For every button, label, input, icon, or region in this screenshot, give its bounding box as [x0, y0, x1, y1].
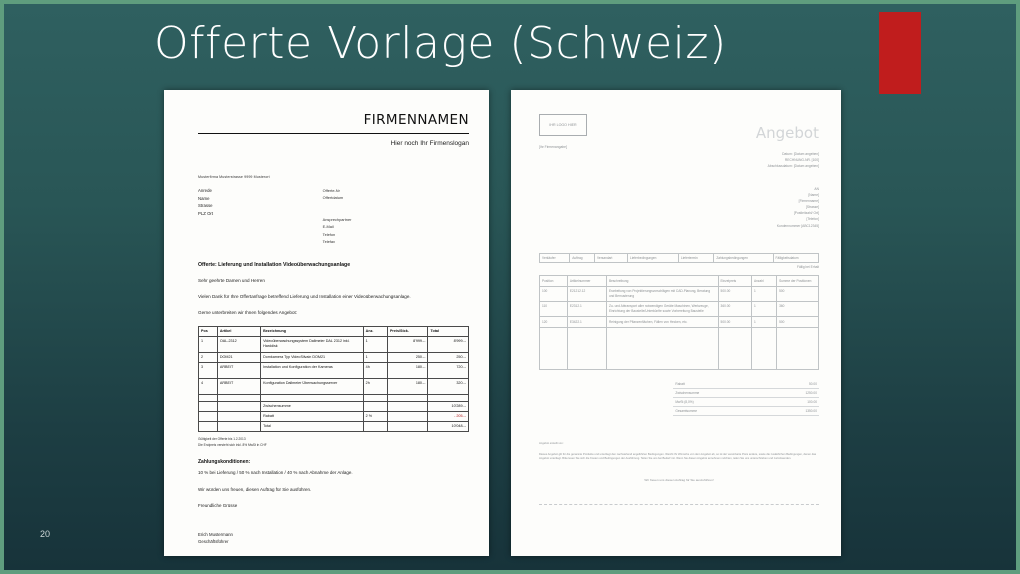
right-recipient	[777, 186, 819, 229]
rh-lieferbedingungen: Lieferbedingungen	[628, 254, 679, 263]
table-row-spacer	[199, 394, 469, 401]
right-meta-datum: Datum: [Datum angeben]	[782, 152, 819, 156]
totals-row	[673, 388, 819, 397]
col-preis: Preis/Stck.	[387, 326, 428, 336]
recipient-anrede: Anrede	[198, 188, 212, 193]
ri-col-beschreibung: Beschreibung	[606, 276, 718, 287]
meta-telefon: Telefon	[322, 231, 336, 237]
ri-position: 100	[540, 286, 568, 301]
ri-preis: 500.00	[718, 286, 751, 301]
right-head-table	[539, 253, 819, 263]
logo-placeholder: IHR LOGO HIER	[539, 114, 587, 136]
ri-col-summe: Summe der Positionen	[777, 276, 819, 287]
right-head-row	[540, 254, 819, 263]
signature-name: Erich Mustermann	[198, 531, 233, 537]
col-bezeichnung: Bezeichnung	[261, 326, 364, 336]
ri-col-anzahl: Anzahl	[752, 276, 777, 287]
validity-note-1: Gültigkeit der Offerte bis 1.2.2013	[198, 436, 246, 441]
right-footer-title: Angebot erstellt von:	[539, 441, 564, 445]
col-anz: Anz.	[363, 326, 387, 336]
sender-line: Musterfirma Musterstrasse 9999 Musterort	[198, 175, 270, 179]
signature-role: Geschäftsführer	[198, 539, 229, 545]
totals-value: 1250.00	[767, 388, 819, 397]
cell-preis: 250.--	[387, 352, 428, 362]
totals-row	[673, 380, 819, 389]
cell-total: 8'999.--	[428, 336, 469, 352]
rh-faelligkeitsdatum: Fälligkeitsdatum	[773, 254, 818, 263]
totals-value: 1350.00	[767, 406, 819, 415]
validity-note-2: Die Endpreis versteht sich inkl. 8% MwSt in CHF	[198, 442, 267, 447]
cell-artikel: DOM21	[217, 352, 260, 362]
meta-block	[323, 187, 469, 246]
ri-preis: 360.00	[718, 301, 751, 316]
summary-label: Zwischensumme	[261, 401, 364, 411]
right-recipient-plz: [Postleitzahl/ Ort]	[793, 211, 819, 216]
summary-value: - 205.--	[428, 411, 469, 421]
items-table	[198, 326, 469, 432]
rh-verkaeufer: Verkäufer	[540, 254, 570, 263]
ri-summe: 500	[777, 286, 819, 301]
cell-preis: 8'999.--	[387, 336, 428, 352]
ri-position: 120	[540, 317, 568, 328]
col-pos: Pos	[199, 326, 218, 336]
right-recipient-firma: [Firmenname]	[798, 199, 819, 204]
company-slogan: Hier noch Ihr Firmenslogan	[390, 140, 469, 147]
rh-liefertermin: Liefertermin	[678, 254, 713, 263]
cell-preis: 180.--	[387, 378, 428, 394]
recipient-name: Name	[198, 195, 210, 201]
ri-artikel: E2312.1	[567, 301, 606, 316]
table-row	[199, 362, 469, 378]
table-row	[540, 317, 819, 328]
cell-anz: 2h	[363, 378, 387, 394]
right-footer-text: Dieses Angebot gilt für die genannte Produkte und unterliegt den nachstehend angeführten Bedingungen. Weicht Ihr Wünsche von dem Angebot ab, so ist der vereinbarte Preis andere, sowie die zusätzlichen Bedingungen, denen das Angebot unterliegt. Bitte lesen Sie sich die Kosten und Bedingungen der Ausführung. Teilen Sie uns bei Bedarf mit. Wenn Sie diesen Angebot annehmen möchten, teilen Sie uns unterschrieben und zurücksenden.	[539, 452, 817, 461]
cell-pos: 2	[199, 352, 218, 362]
ri-artikel: E3422.1	[567, 317, 606, 328]
cell-artikel: OAL-2312	[217, 336, 260, 352]
col-artikel: Artikel	[217, 326, 260, 336]
subject-line: Offerte: Lieferung und Installation Videoüberwachungsanlage	[198, 261, 351, 268]
closing-line-2: Freundliche Grüsse	[198, 502, 238, 508]
right-recipient-name: [Name]	[808, 193, 819, 198]
ri-anzahl: 1	[752, 301, 777, 316]
table-row	[199, 336, 469, 352]
recipient-strasse: Strasse	[198, 203, 213, 209]
rh-zahlungsbedingungen: Zahlungsbedingungen	[714, 254, 773, 263]
cell-anz: 1	[363, 336, 387, 352]
meta-telefax: Telefax	[322, 239, 335, 245]
table-row	[199, 378, 469, 394]
cell-total: 320.--	[428, 378, 469, 394]
cell-pos: 3	[199, 362, 218, 378]
totals-row	[673, 406, 819, 415]
summary-row	[199, 411, 469, 421]
totals-label: Gesamtsumme	[673, 406, 767, 415]
right-recipient-kundennummer: Kundennummer [ABC12345]	[776, 223, 819, 228]
cell-total: 720.--	[428, 362, 469, 378]
meta-offerte-nr: Offerte-Nr	[322, 188, 340, 193]
table-row	[540, 286, 819, 301]
closing-line-1: Wir würden uns freuen, diesen Auftrag für Sie ausführen.	[198, 486, 312, 492]
cell-bezeichnung: Installation und Konfiguration der Kameras	[261, 362, 364, 378]
ri-col-position: Position	[540, 276, 568, 287]
company-name: FIRMENNAMEN	[363, 112, 469, 128]
left-doc-body	[198, 112, 469, 546]
cell-preis: 180.--	[387, 362, 428, 378]
right-faellig-value: Fällig bei Erhalt	[797, 265, 819, 269]
right-recipient-strasse: [Strasse]	[805, 205, 819, 210]
payment-terms-title: Zahlungskonditionen:	[198, 459, 251, 466]
recipient-plz-ort: PLZ Ort	[198, 210, 214, 216]
page-title: Offerte Vorlage (Schweiz)	[154, 18, 727, 69]
cell-artikel: ARBEIT	[217, 362, 260, 378]
ri-position: 110	[540, 301, 568, 316]
ri-beschreibung: Erarbeitung von Projektierungsvorschlägen mit CAD-Planung, Beratung und Bemusterung	[606, 286, 718, 301]
right-items-table	[539, 275, 819, 370]
ri-summe: 360	[777, 301, 819, 316]
page-number: 20	[40, 529, 51, 539]
meta-ansprechpartner: Ansprechpartner	[322, 216, 352, 222]
cell-artikel: ARBEIT	[217, 378, 260, 394]
cell-pos: 4	[199, 378, 218, 394]
totals-row	[673, 397, 819, 406]
right-totals-table	[673, 380, 819, 416]
ri-beschreibung: Reinigung der Pflanzenflächen, Fällen von Hecken, etc.	[606, 317, 718, 328]
totals-label: Rabatt	[673, 380, 767, 389]
summary-label: Rabatt	[261, 411, 364, 421]
col-total: Total	[428, 326, 469, 336]
summary-value: 10'289.--	[428, 401, 469, 411]
table-row	[199, 352, 469, 362]
salutation: Sehr geehrte Damen und Herren	[198, 277, 265, 283]
payment-terms-text: 10 % bei Lieferung / 50 % nach Installation / 40 % nach Abnahme der Anlage.	[198, 470, 353, 476]
table-row-spacer	[540, 327, 819, 369]
totals-value: 100.00	[767, 397, 819, 406]
ri-col-artikelnummer: Artikelnummer	[567, 276, 606, 287]
accent-block	[879, 12, 921, 94]
ri-col-einzelpreis: Einzelpreis	[718, 276, 751, 287]
cell-total: 250.--	[428, 352, 469, 362]
summary-row	[199, 421, 469, 431]
offer-document-left[interactable]	[164, 90, 489, 556]
right-footer-divider	[539, 504, 819, 505]
totals-label: MwSt (8,0%)	[673, 397, 767, 406]
ri-anzahl: 1	[752, 317, 777, 328]
recipient-block	[198, 187, 323, 246]
summary-rate: 2 %	[363, 411, 387, 421]
rh-auftrag: Auftrag	[570, 254, 595, 263]
meta-offertdatum: Offertdatum	[322, 195, 344, 201]
offer-document-right[interactable]	[511, 90, 841, 556]
ri-preis: 500.00	[718, 317, 751, 328]
ri-artikel: E21212.12	[567, 286, 606, 301]
totals-value: 50.00	[767, 380, 819, 389]
right-sender-line: [Ihr Firmenangabe]	[539, 145, 567, 149]
totals-label: Zwischensumme	[673, 388, 767, 397]
rh-versandart: Versandart	[594, 254, 627, 263]
right-heading: Angebot	[755, 124, 819, 142]
right-recipient-label: AN	[814, 187, 819, 191]
cell-bezeichnung: Domkamera Typ VideoSilvain DOM21	[261, 352, 364, 362]
cell-anz: 4h	[363, 362, 387, 378]
right-footer-strong: Wir freuen uns diesen Auftrag für Sie auszuführen!	[644, 478, 714, 482]
cell-bezeichnung: Videoüberwachungssystem Dallmeier DAL 2312 inkl. Harddisk	[261, 336, 364, 352]
cell-anz: 1	[363, 352, 387, 362]
right-items-header-row	[540, 276, 819, 287]
summary-value: 10'048.--	[428, 421, 469, 431]
right-meta-rechnung: RECHNUNG-NR. [100]	[784, 157, 819, 162]
items-table-header-row	[199, 326, 469, 336]
header-divider	[198, 133, 469, 134]
right-meta	[768, 152, 819, 170]
intro-paragraph: Vielen Dank für Ihre Offertanfrage betreffend Lieferung und Installation einer Videoüberwachungsanlage.	[198, 293, 411, 299]
intro-paragraph-2: Gerne unterbreiten wir Ihnen folgendes Angebot:	[198, 309, 298, 315]
ri-anzahl: 1	[752, 286, 777, 301]
summary-label: Total	[261, 421, 364, 431]
right-doc-body	[539, 114, 819, 505]
right-recipient-telefon: [Telefon]	[806, 217, 819, 222]
meta-email: E-Mail	[322, 224, 334, 230]
cell-bezeichnung: Konfiguration Dallmeier Überwachungsserver	[261, 378, 364, 394]
summary-row	[199, 401, 469, 411]
address-block	[198, 187, 469, 246]
table-row	[540, 301, 819, 316]
right-meta-abschluss: Abschlussdatum: [Datum angeben]	[767, 163, 819, 168]
ri-summe: 500	[777, 317, 819, 328]
ri-beschreibung: Zu- und Abtransport aller notwendigen Geräte Maschinen, Werkzeuge, Einrichtung der Baustelle/Unterkünfte sowie Vorbereitung Baustelle	[606, 301, 718, 316]
cell-pos: 1	[199, 336, 218, 352]
